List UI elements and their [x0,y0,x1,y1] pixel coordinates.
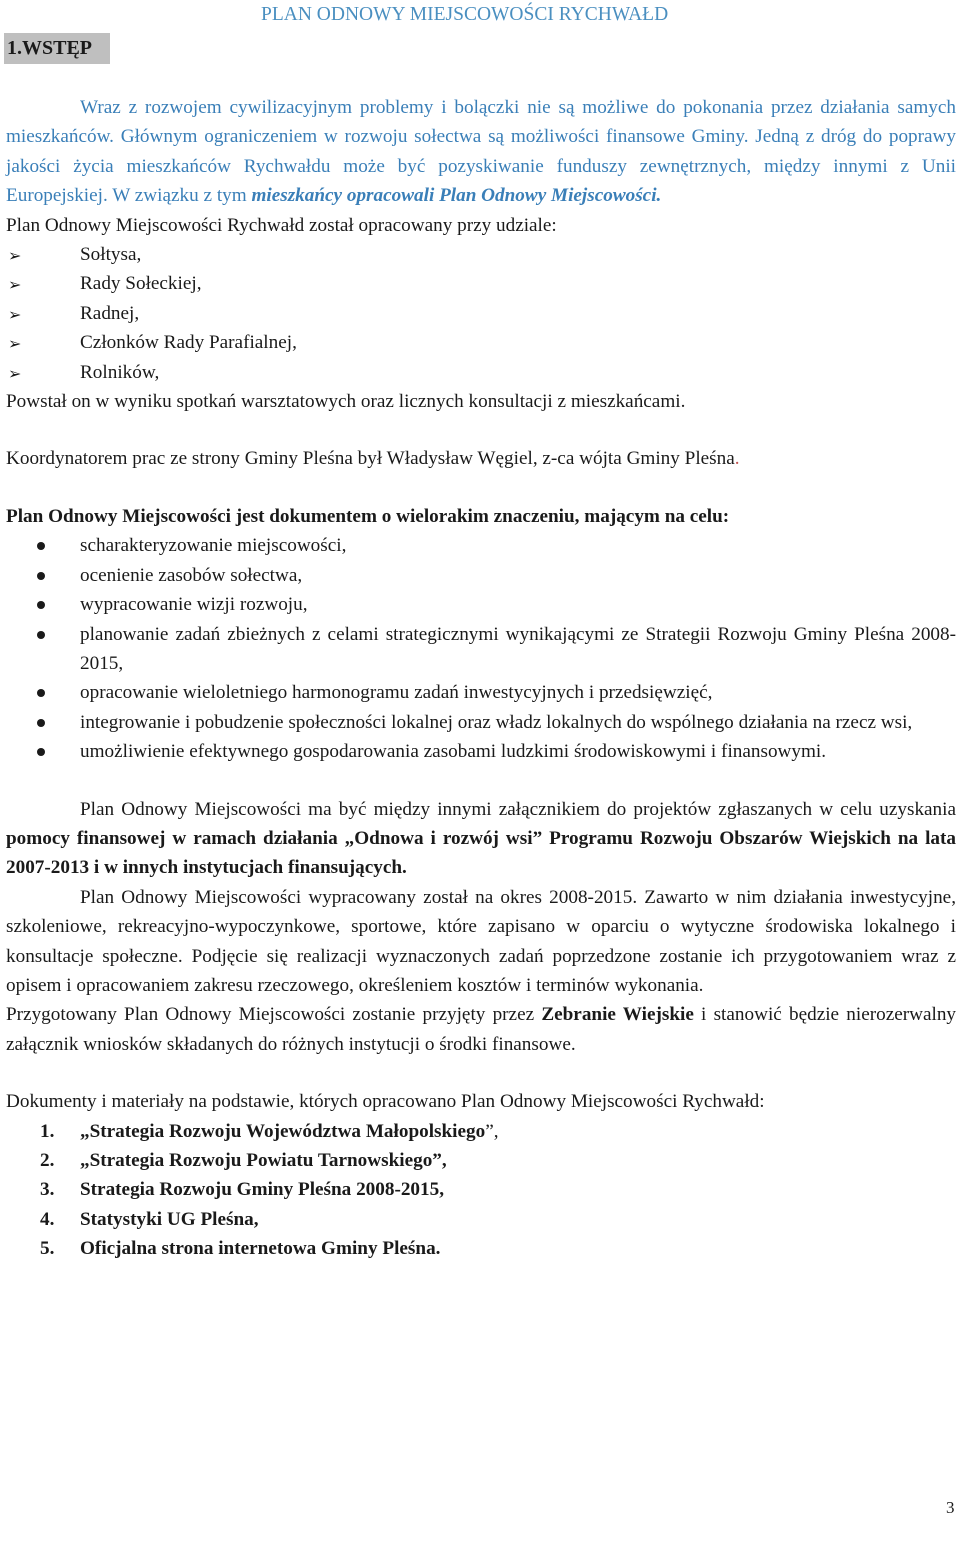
bullet-icon [37,601,45,609]
documents-intro: Dokumenty i materiały na podstawie, których opracowano Plan Odnowy Miejscowości Rychwałd: [6,1091,765,1113]
participants-list [6,240,956,387]
list-item: ocenienie zasobów sołectwa, [6,561,956,590]
coordinator-paragraph: Koordynatorem prac ze strony Gminy Pleśna był Władysław Węgiel, z-ca wójta Gminy Pleśna. [6,448,740,470]
outcome-paragraph: Powstał on w wyniku spotkań warsztatowych oraz licznych konsultacji z mieszkańcami. [6,391,686,413]
bullet-icon [37,719,45,727]
documents-list [6,1117,956,1264]
list-item: ➢ Rady Sołeckiej, [6,269,956,298]
intro-emphasis: mieszkańcy opracowali Plan Odnowy Miejscowości. [251,185,662,207]
arrow-bullet-icon: ➢ [8,334,22,354]
bullet-icon [37,631,45,639]
arrow-bullet-icon: ➢ [8,304,22,324]
bullet-icon [37,689,45,697]
bullet-icon [37,572,45,580]
page-number: 3 [946,1498,955,1517]
list-item: integrowanie i pobudzenie społeczności lokalnej oraz władz lokalnych do wspólnego działania na rzecz wsi, [6,708,956,737]
list-item: 1. „Strategia Rozwoju Województwa Małopolskiego”, [40,1120,499,1142]
list-item: 2. „Strategia Rozwoju Powiatu Tarnowskiego”, [40,1150,447,1171]
purpose-list [6,531,956,766]
list-item: wypracowanie wizji rozwoju, [6,590,956,619]
list-item: 5. Oficjalna strona internetowa Gminy Pleśna. [40,1238,441,1260]
arrow-bullet-icon: ➢ [8,246,22,266]
arrow-bullet-icon: ➢ [8,275,22,295]
list-item: scharakteryzowanie miejscowości, [6,531,956,560]
document-body [6,93,956,1264]
list-item: ➢ Radnej, [6,299,956,328]
attachment-paragraph: Plan Odnowy Miejscowości ma być między innymi załącznikiem do projektów zgłaszanych w celu uzyskania pomocy finansowej w ramach działania „Odnowa i rozwój wsi” Programu Rozwoju Obszarów Wiejskich na lata 2007-2013 i w innych instytucjach finansujących. [6,798,956,879]
intro-text: Wraz z rozwojem cywilizacyjnym problemy i bolączki nie są możliwe do pokonania przez działania samych mieszkańców. Głównym ograniczeniem w rozwoju sołectwa są możliwości finansowe Gminy. Jedną z dróg do poprawy jakości życia mieszkańców Rychwałdu może być pozyskiwanie funduszy zewnętrznych, między innymi z Unii Europejskiej. W związku z tym [6,97,956,207]
participants-intro: Plan Odnowy Miejscowości Rychwałd został opracowany przy udziale: [6,214,557,236]
period-paragraph: Plan Odnowy Miejscowości wypracowany został na okres 2008-2015. Zawarto w nim działania inwestycyjne, szkoleniowe, rekreacyjno-wypoczynkowe, sportowe, które zapisano w oparciu o wytyczne środowiska lokalnego i konsultacje społeczne. Podjęcie się realizacji wyznaczonych zadań poprzedzone zostanie ich przygotowaniem wraz z opisem i opracowaniem zakresu rzeczowego, określeniem kosztów i terminów wykonania. [6,886,956,996]
purpose-heading: Plan Odnowy Miejscowości jest dokumentem o wielorakim znaczeniu, mającym na celu: [6,505,730,527]
list-item: ➢ Rolników, [6,358,956,387]
list-item: opracowanie wieloletniego harmonogramu zadań inwestycyjnych i przedsięwzięć, [6,678,956,707]
intro-paragraph [6,93,956,211]
running-header: PLAN ODNOWY MIEJSCOWOŚCI RYCHWAŁD [261,4,669,25]
section-heading: 1.WSTĘP [4,33,110,64]
list-item: ➢ Sołtysa, [6,240,956,269]
list-item: planowanie zadań zbieżnych z celami strategicznymi wynikającymi ze Strategii Rozwoju Gminy Pleśna 2008-2015, [6,620,956,679]
list-item: umożliwienie efektywnego gospodarowania zasobami ludzkimi środowiskowymi i finansowymi. [6,737,956,766]
adoption-paragraph: Przygotowany Plan Odnowy Miejscowości zostanie przyjęty przez Zebranie Wiejskie i stanowić będzie nierozerwalny załącznik wniosków składanych do różnych instytucji o środki finansowe. [6,1004,957,1055]
bullet-icon [37,748,45,756]
bullet-icon [37,542,45,550]
arrow-bullet-icon: ➢ [8,363,22,383]
list-item: 4. Statystyki UG Pleśna, [40,1208,259,1230]
list-item: ➢ Członków Rady Parafialnej, [6,328,956,357]
list-item: 3. Strategia Rozwoju Gminy Pleśna 2008-2015, [40,1179,445,1201]
